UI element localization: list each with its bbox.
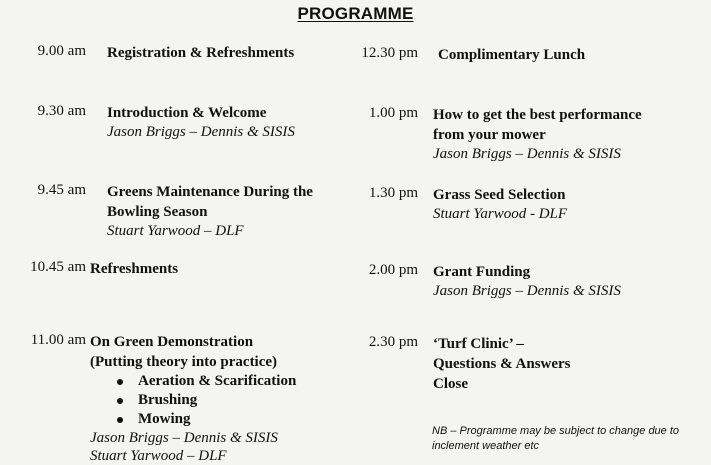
session-speaker: Jason Briggs – Dennis & SISIS <box>90 430 278 446</box>
session-speaker: Jason Briggs – Dennis & SISIS <box>107 124 295 140</box>
list-item: Aeration & Scarification <box>90 372 296 391</box>
session-time: 9.30 am <box>37 103 86 119</box>
session-title: Introduction & Welcome <box>107 105 267 121</box>
session-time: 1.00 pm <box>368 105 418 121</box>
session-time: 1.30 pm <box>368 185 418 201</box>
session-title: Grant Funding <box>433 264 531 280</box>
session-title-line-2: Questions & Answers <box>433 356 571 372</box>
bullet-icon <box>117 417 123 423</box>
session-title-line-3: Close <box>433 376 468 392</box>
session-title: How to get the best performance <box>433 107 642 123</box>
session-time: 9.45 am <box>37 182 86 198</box>
session-speaker: Jason Briggs – Dennis & SISIS <box>433 146 621 162</box>
session-time: 2.00 pm <box>368 262 418 278</box>
list-item: Brushing <box>90 391 296 410</box>
session-time: 11.00 am <box>30 332 86 348</box>
session-title-line-2: from your mower <box>433 127 546 143</box>
session-title: ‘Turf Clinic’ – <box>433 336 524 352</box>
session-title: Greens Maintenance During the <box>107 184 313 200</box>
programme-note: NB – Programme may be subject to change due to inclement weather etc <box>432 425 680 452</box>
session-title: On Green Demonstration <box>90 334 254 350</box>
session-time: 10.45 am <box>30 259 86 275</box>
session-time: 12.30 pm <box>361 45 418 61</box>
session-title: Complimentary Lunch <box>438 47 586 63</box>
session-time: 9.00 am <box>37 43 86 59</box>
session-title: Grass Seed Selection <box>433 187 566 203</box>
session-speaker: Jason Briggs – Dennis & SISIS <box>433 283 621 299</box>
session-title-line-2: (Putting theory into practice) <box>90 354 278 370</box>
session-speaker-2: Stuart Yarwood – DLF <box>90 448 227 464</box>
demo-topics-list <box>90 372 296 429</box>
session-title-line-2: Bowling Season <box>107 204 208 220</box>
session-speaker: Stuart Yarwood – DLF <box>107 223 244 239</box>
programme-title: PROGRAMME <box>297 4 414 23</box>
session-speaker: Stuart Yarwood - DLF <box>433 206 568 222</box>
session-title: Registration & Refreshments <box>107 45 295 61</box>
session-title: Refreshments <box>90 261 179 277</box>
session-time: 2.30 pm <box>368 334 418 350</box>
bullet-icon <box>117 398 123 404</box>
list-item: Mowing <box>90 410 296 429</box>
bullet-icon <box>117 379 123 385</box>
